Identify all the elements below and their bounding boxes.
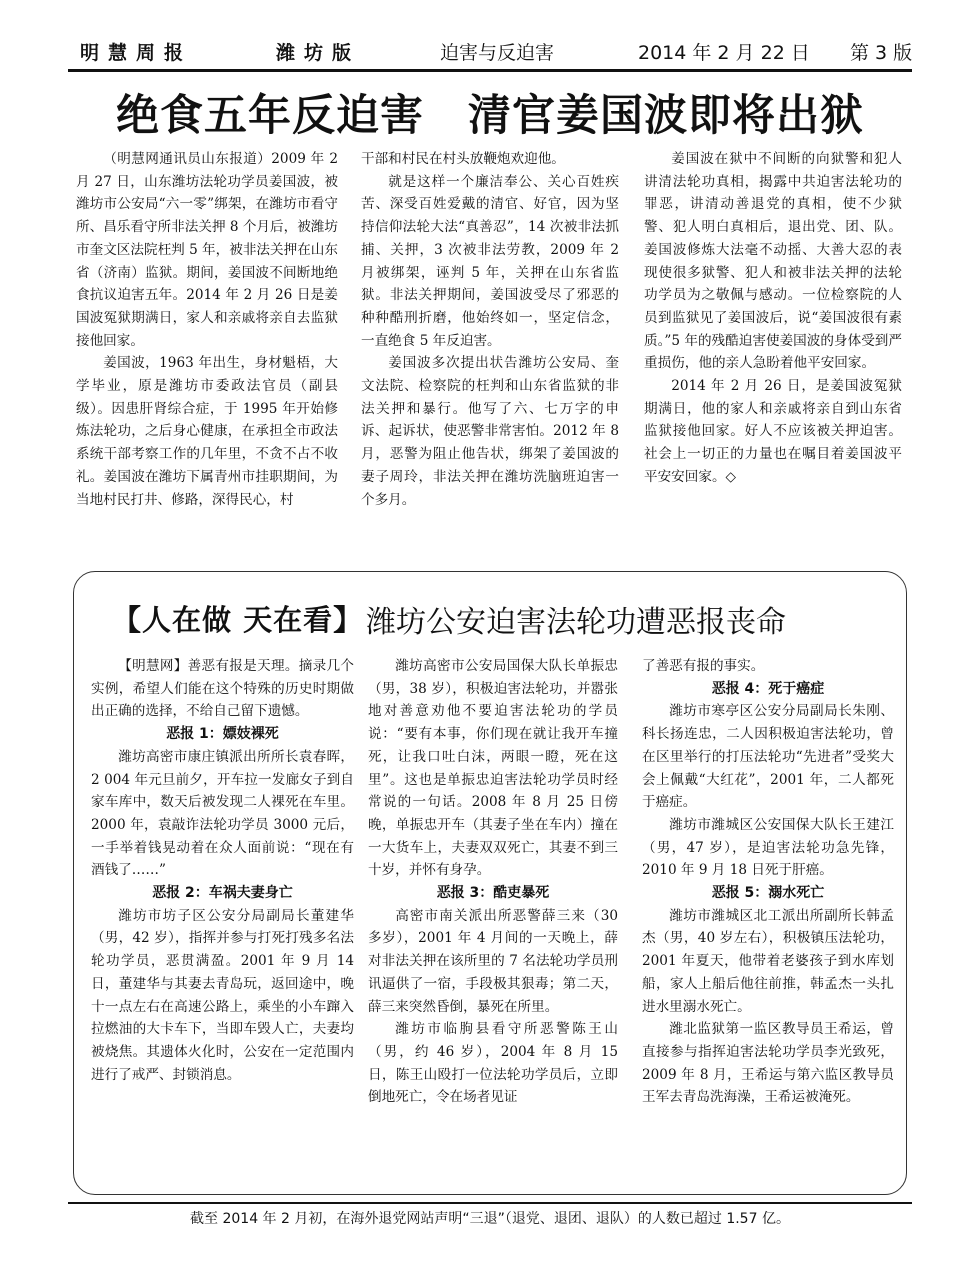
article2-headline: 潍坊公安迫害法轮功遭恶报丧命 <box>366 605 786 640</box>
article2-tag: 【人在做 天在看】 <box>112 603 364 637</box>
footer-rule <box>68 1202 912 1204</box>
paragraph: 姜国波，1963 年出生，身材魁梧，大学毕业，原是潍坊市委政法官员（副县级）。因患肝肾综合症，于 1995 年开始修炼法轮功，之后身心健康，在承担全市政法系统干部考察工作的几年里，不贪不占不收礼。姜国波在潍坊下属青州市挂职期间，为当地村民打井、修路，深得民心，村 <box>76 355 338 508</box>
article1-column-2 <box>361 148 619 511</box>
paragraph: 姜国波多次提出状告潍坊公安局、奎文法院、检察院的枉判和山东省监狱的非法关押和暴行。他写了六、七万字的申诉、起诉状，使恶警非常害怕。2012 年 8 月，恶警为阻止他告状，绑架了姜国波的妻子周玲，非法关押在潍坊洗脑班迫害一个多月。 <box>361 355 619 508</box>
paragraph: 潍坊高密市公安局国保大队长单振忠（男，38 岁），积极迫害法轮功，并嚣张地对善意劝他不要迫害法轮功的学员说：“要有本事，你们现在就让我开车撞死，让我口吐白沫，两眼一瞪，死在这里”。这也是单振忠迫害法轮功学员时经常说的一句话。2008 年 8 月 25 日傍晚，单振忠开车（其妻子坐在车内）撞在一大货车上，夫妻双双死亡，其妻不到三十岁，并怀有身孕。 <box>368 658 618 879</box>
paragraph: 【明慧网】善恶有报是天理。摘录几个实例，希望人们能在这个特殊的历史时期做出正确的选择，不给自己留下遗憾。 <box>91 658 354 720</box>
article2-column-2 <box>368 655 618 1109</box>
page-number: 第 3 版 <box>850 42 913 64</box>
page-header <box>68 36 912 66</box>
paragraph: 姜国波在狱中不间断的向狱警和犯人讲清法轮功真相，揭露中共迫害法轮功的罪恶，讲清动善退党的真相，使不少狱警、犯人明白真相后，退出党、团、队。姜国波修炼大法毫不动摇、大善大忍的表现使很多狱警、犯人和被非法关押的法轮功学员为之敬佩与感动。一位检察院的人员到监狱见了姜国波后，说“姜国波很有素质。”5 年的残酷迫害使姜国波的身体受到严重损伤，他的亲人急盼着他平安回家。 <box>644 151 902 372</box>
paragraph: 高密市南关派出所恶警薛三来（30 多岁），2001 年 4 月间的一天晚上，薛对非法关押在该所里的 7 名法轮功学员刑讯逼供了一宿，手段极其狠毒；第二天，薛三来突然昏倒，暴死在所里。 <box>368 907 618 1015</box>
header-rule <box>68 69 912 72</box>
subheading: 恶报 5：溺水死亡 <box>711 885 825 902</box>
paragraph: 潍坊市坊子区公安分局副局长董建华（男，42 岁），指挥并参与打死打残多名法轮功学员，恶贯满盈。2001 年 9 月 14 日，董建华与其妻去青岛玩，返回途中，晚十一点左右在高速公路上，乘坐的小车蹿入拉燃油的大卡车下，当即车毁人亡，夫妻均被烧焦。其遗体火化时，公安在一定范围内进行了戒严、封锁消息。 <box>91 907 354 1083</box>
subheading: 恶报 3：酷吏暴死 <box>436 885 550 902</box>
paragraph: 潍坊市潍城区公安国保大队长王建江（男，47 岁），是迫害法轮功急先锋，2010 年 9 月 18 日死于肝癌。 <box>642 816 894 879</box>
footer-note: 截至 2014 年 2 月初，在海外退党网站声明“三退”（退党、退团、退队）的人数已超过 1.57 亿。 <box>190 1211 790 1227</box>
paragraph: 就是这样一个廉洁奉公、关心百姓疾苦、深受百姓爱戴的清官、好官，因为坚持信仰法轮大法“真善忍”，14 次被非法抓捕、关押，3 次被非法劳教，2009 年 2 月被绑架，诬判 5 年，关押在山东省监狱。非法关押期间，姜国波受尽了邪恶的种种酷刑折磨，他始终如一，坚定信念，一直绝食 5 年反迫害。 <box>361 173 619 349</box>
article1-column-1 <box>76 148 338 511</box>
paragraph: 了善恶有报的事实。 <box>642 658 765 674</box>
article1-column-3 <box>644 148 902 489</box>
paragraph: 潍坊市潍城区北工派出所副所长韩孟杰（男，40 岁左右），积极镇压法轮功，2001 年夏天，他带着老婆孩子到水库划船，家人上船后他往前推，韩孟杰一头扎进水里溺水死亡。 <box>642 907 894 1015</box>
article2-column-1 <box>91 655 354 1086</box>
subheading: 恶报 2：车祸夫妻身亡 <box>152 885 293 902</box>
article2-column-3 <box>642 655 894 1109</box>
article1-headline: 绝食五年反迫害 清官姜国波即将出狱 <box>116 91 864 141</box>
section-name: 迫害与反迫害 <box>440 42 555 64</box>
paragraph: 干部和村民在村头放鞭炮欢迎他。 <box>361 151 565 167</box>
subheading: 恶报 1：嫖妓裸死 <box>166 726 279 743</box>
paragraph: 2014 年 2 月 26 日，是姜国波冤狱期满日，他的家人和亲戚将亲自到山东省监狱接他回家。好人不应该被关押迫害。社会上一切正的力量也在嘱目着姜国波平平安安回家。◇ <box>644 378 902 485</box>
paragraph: 潍坊高密市康庄镇派出所所长袁春晖，2 004 年元旦前夕，开车拉一发廊女子到自家车库中，数天后被发现二人裸死在车里。2000 年，袁敲诈法轮功学员 3000 元后，一手举着钱晃动着在众人面前说：“现在有酒钱了……” <box>91 748 354 879</box>
edition-name: 潍坊版 <box>276 42 361 64</box>
paragraph: 潍坊市寒亭区公安分局副局长朱刚、科长扬连忠，二人因积极迫害法轮功，曾在区里举行的打压法轮功“先进者”受奖大会上佩戴“大红花”，2001 年，二人都死于癌症。 <box>642 703 894 811</box>
paragraph: （明慧网通讯员山东报道）2009 年 2 月 27 日，山东潍坊法轮功学员姜国波，被潍坊市公安局“六一零”绑架，在潍坊市看守所、昌乐看守所非法关押 8 个月后，被潍坊市奎文区法院枉判 5 年，被非法关押在山东省（济南）监狱。期间，姜国波不间断地绝食抗议迫害五年。2014 年 2 月 26 日是姜国波冤狱期满日，家人和亲戚将亲自去监狱接他回家。 <box>76 151 338 349</box>
paper-name: 明慧周报 <box>80 42 193 64</box>
subheading: 恶报 4：死于癌症 <box>711 680 825 697</box>
paragraph: 潍坊市临朐县看守所恶警陈王山（男，约 46 岁），2004 年 8 月 15 日，陈王山殴打一位法轮功学员后，立即倒地死亡，令在场者见证 <box>368 1021 618 1106</box>
paragraph: 潍北监狱第一监区教导员王希运，曾直接参与指挥迫害法轮功学员李光致死，2009 年 8 月，王希运与第六监区教导员王军去青岛洗海澡，王希运被淹死。 <box>642 1021 894 1106</box>
issue-date: 2014 年 2 月 22 日 <box>638 42 810 64</box>
